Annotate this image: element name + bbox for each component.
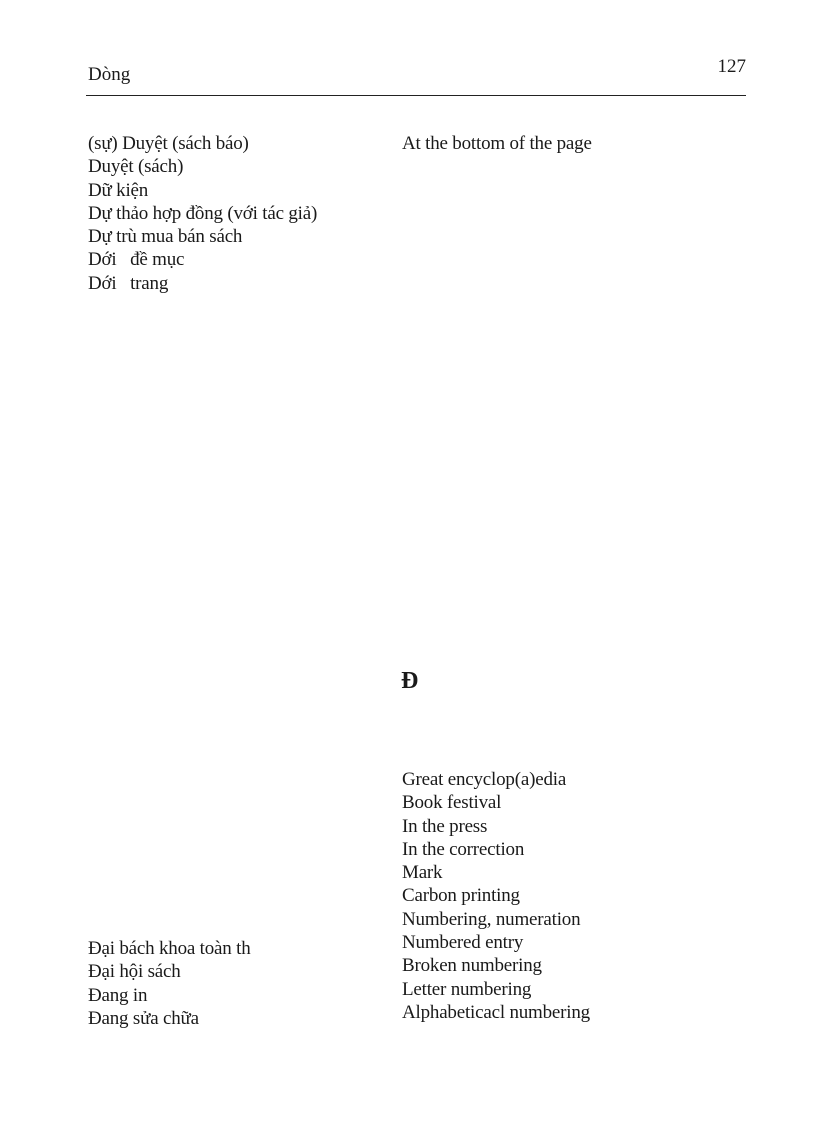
term-en: Numbered entry: [402, 932, 524, 954]
term-en: Book festival: [402, 792, 502, 814]
term-en: Numbering, numeration: [402, 908, 581, 930]
term-vi: Duyệt (sách): [88, 156, 184, 178]
header-rule: [86, 95, 746, 96]
term-en: Letter numbering: [402, 978, 532, 1000]
term-vi: (sự) Duyệt (sách báo): [88, 133, 249, 154]
page-number: 127: [717, 56, 746, 77]
term-vi: Dự thảo hợp đồng (với tác giả): [88, 202, 318, 224]
term-en: Carbon printing: [402, 885, 520, 907]
english-terms-bottom: [402, 768, 590, 1024]
header-title: Dòng: [88, 64, 131, 85]
english-terms-top: [402, 132, 592, 155]
vietnamese-terms-top: [88, 132, 317, 295]
term-vi: Dữ kiện: [88, 179, 149, 201]
term-en: Mark: [402, 862, 443, 884]
term-vi: Đang in: [88, 984, 148, 1006]
term-vi: Đại hội sách: [88, 961, 181, 983]
vietnamese-terms-bottom: [88, 937, 251, 1030]
term-en: Great encyclop(a)edia: [402, 769, 567, 790]
term-vi: Dới trang: [88, 272, 169, 294]
term-en: Alphabeticacl numbering: [402, 1001, 590, 1023]
section-heading: Đ: [401, 668, 419, 694]
term-vi: Dự trù mua bán sách: [88, 226, 243, 248]
term-en: At the bottom of the page: [402, 133, 592, 154]
term-vi: Đang sửa chữa: [88, 1007, 199, 1029]
term-vi: Dới đề mục: [88, 249, 185, 271]
term-en: In the press: [402, 815, 488, 837]
term-vi: Đại bách khoa toàn th: [88, 938, 251, 959]
term-en: In the correction: [402, 838, 525, 860]
term-en: Broken numbering: [402, 955, 542, 977]
